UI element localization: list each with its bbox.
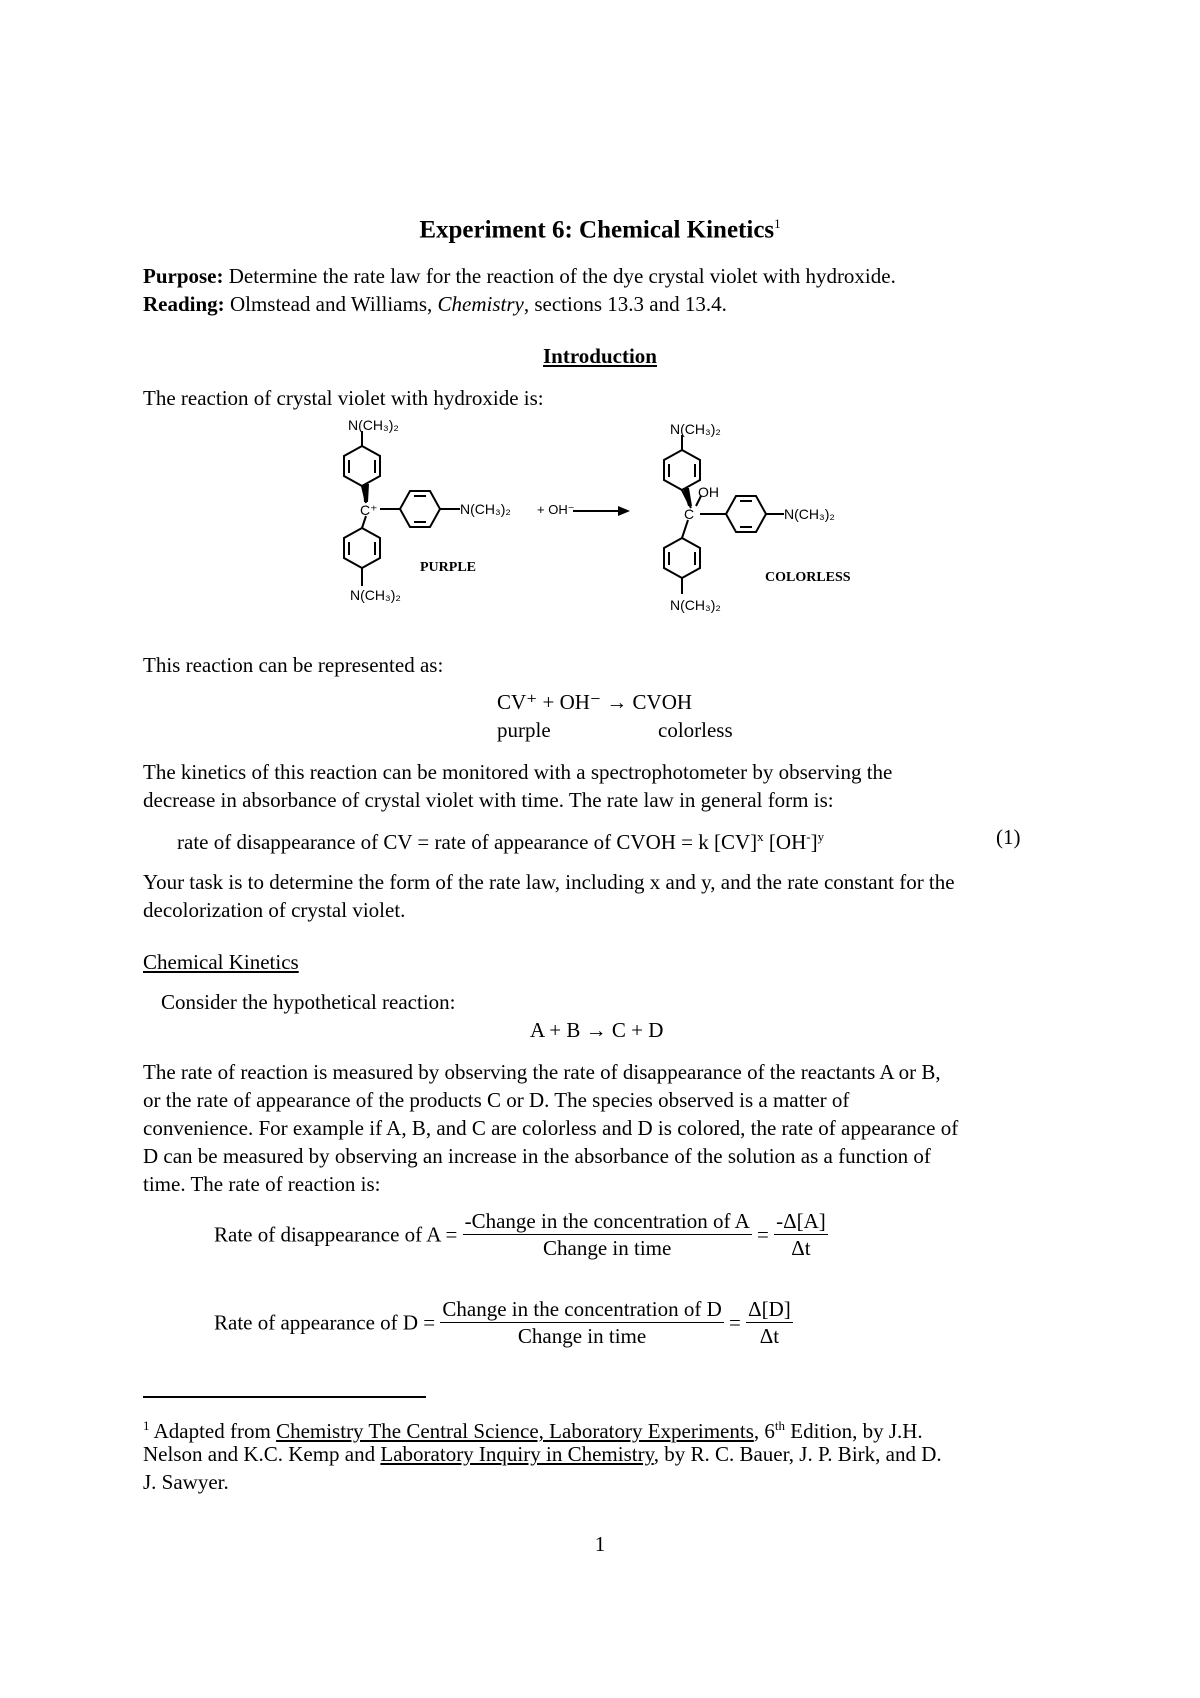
reaction-arrowhead: [618, 506, 630, 516]
eq-a-numerator: -Change in the concentration of A: [464, 1209, 750, 1233]
oh-charge: -: [806, 829, 811, 844]
kinetics-para-line-4: D can be measured by observing an increase in the absorbance of the solution as a function of: [143, 1144, 931, 1168]
rate-disappearance-equation: [214, 1208, 828, 1261]
hydroxide-reagent: + OH⁻: [537, 502, 575, 517]
footnote-pre: Adapted from: [149, 1419, 277, 1443]
rate-appearance-equation: [214, 1296, 793, 1349]
reading-line: [143, 290, 727, 318]
right-oh-group: OH: [698, 484, 719, 500]
kinetics-para-line-5: time. The rate of reaction is:: [143, 1172, 381, 1196]
page-number: 1: [594, 1532, 606, 1556]
eq-a-fraction: [463, 1208, 752, 1261]
rate-law-text: rate of disappearance of CV = rate of appearance of CVOH = k [CV]: [177, 830, 758, 854]
simple-equation: CV⁺ + OH⁻ → CVOH: [497, 690, 693, 714]
footnote-mid-2: Edition, by J.H.: [785, 1419, 923, 1443]
reading-label: Reading:: [143, 292, 225, 316]
right-top-group: N(CH₃)₂: [670, 421, 721, 437]
footnote-line-3: J. Sawyer.: [143, 1470, 229, 1494]
oh-close: ]: [810, 830, 818, 854]
reaction-structure-diagram: [330, 418, 890, 636]
monitor-line-2: decrease in absorbance of crystal violet with time. The rate law in general form is:: [143, 788, 834, 812]
reading-sections: , sections 13.3 and 13.4.: [523, 292, 727, 316]
left-bottom-group: N(CH₃)₂: [350, 587, 401, 603]
purpose-text: Determine the rate law for the reaction of the dye crystal violet with hydroxide.: [223, 264, 896, 288]
purpose-line: [143, 262, 896, 290]
footnote-line-2: [143, 1440, 942, 1468]
exponent-x: x: [757, 829, 764, 844]
purple-label: PURPLE: [420, 560, 476, 575]
right-center-carbon: C: [684, 506, 695, 522]
purpose-label: Purpose:: [143, 264, 224, 288]
introduction-heading: Introduction: [543, 344, 657, 368]
eq-d-denominator: Change in time: [517, 1324, 647, 1348]
eq-d-numerator: Change in the concentration of D: [442, 1297, 722, 1321]
colorless-label: COLORLESS: [765, 570, 851, 585]
task-line-2: decolorization of crystal violet.: [143, 898, 406, 922]
footnote-marker: 1: [774, 216, 781, 231]
rate-law-equation: [177, 823, 824, 856]
eq-a-delta-denominator: Δt: [791, 1236, 811, 1260]
eq-a-equals: =: [757, 1222, 769, 1247]
eq-a-left: Rate of disappearance of A =: [214, 1222, 458, 1247]
kinetics-para-line-2: or the rate of appearance of the products C or D. The species observed is a matter of: [143, 1088, 850, 1112]
left-top-group: N(CH₃)₂: [348, 418, 399, 433]
footnote-line2-post: , by R. C. Bauer, J. P. Birk, and D.: [653, 1442, 942, 1466]
intro-lead: The reaction of crystal violet with hydroxide is:: [143, 386, 544, 410]
equation-number: (1): [996, 825, 1021, 849]
task-line-1: Your task is to determine the form of the rate law, including x and y, and the rate constant for the: [143, 870, 955, 894]
eq-d-delta-denominator: Δt: [759, 1324, 780, 1348]
reading-text: Olmstead and Williams,: [224, 292, 438, 316]
eq-a-delta-numerator: -Δ[A]: [776, 1209, 826, 1233]
eq-d-delta-numerator: Δ[D]: [748, 1297, 791, 1321]
footnote-mid-1: , 6: [753, 1419, 775, 1443]
right-right-group: N(CH₃)₂: [784, 506, 835, 522]
eq-a-delta-fraction: [774, 1208, 828, 1261]
exponent-y: y: [817, 829, 825, 844]
footnote-sup: th: [774, 1418, 785, 1433]
rate-law-oh: [OH: [763, 830, 807, 854]
footnote-ref-1: Chemistry The Central Science, Laboratory Experiments: [276, 1419, 754, 1443]
reading-book: Chemistry: [437, 292, 524, 316]
right-bottom-group: N(CH₃)₂: [670, 597, 721, 613]
kinetics-para-line-1: The rate of reaction is measured by observing the rate of disappearance of the reactants A or B,: [143, 1060, 941, 1084]
footnote-line-mark: 1: [143, 1418, 150, 1433]
colorless-word: colorless: [658, 718, 733, 742]
left-right-group: N(CH₃)₂: [460, 501, 511, 517]
eq-d-delta-fraction: [746, 1296, 793, 1349]
monitor-line-1: The kinetics of this reaction can be monitored with a spectrophotometer by observing the: [143, 760, 893, 784]
left-center-carbon: C⁺: [360, 502, 378, 518]
footnote-ref-2: Laboratory Inquiry in Chemistry: [380, 1442, 654, 1466]
eq-d-equals: =: [728, 1310, 741, 1335]
hypothetical-equation: A + B → C + D: [530, 1018, 664, 1042]
eq-d-fraction: [440, 1296, 723, 1349]
eq-a-denominator: Change in time: [543, 1236, 672, 1260]
footnote-line2-pre: Nelson and K.C. Kemp and: [143, 1442, 381, 1466]
kinetics-heading: Chemical Kinetics: [143, 950, 299, 974]
eq-d-left: Rate of appearance of D =: [214, 1310, 436, 1335]
footnote-rule: [143, 1396, 426, 1398]
kinetics-lead: Consider the hypothetical reaction:: [161, 990, 456, 1014]
page-title: [0, 216, 1200, 244]
kinetics-para-line-3: convenience. For example if A, B, and C are colorless and D is colored, the rate of appearance of: [143, 1116, 959, 1140]
purple-word: purple: [497, 718, 551, 742]
represent-lead: This reaction can be represented as:: [143, 653, 444, 677]
title-text: Experiment 6: Chemical Kinetics: [419, 216, 775, 244]
